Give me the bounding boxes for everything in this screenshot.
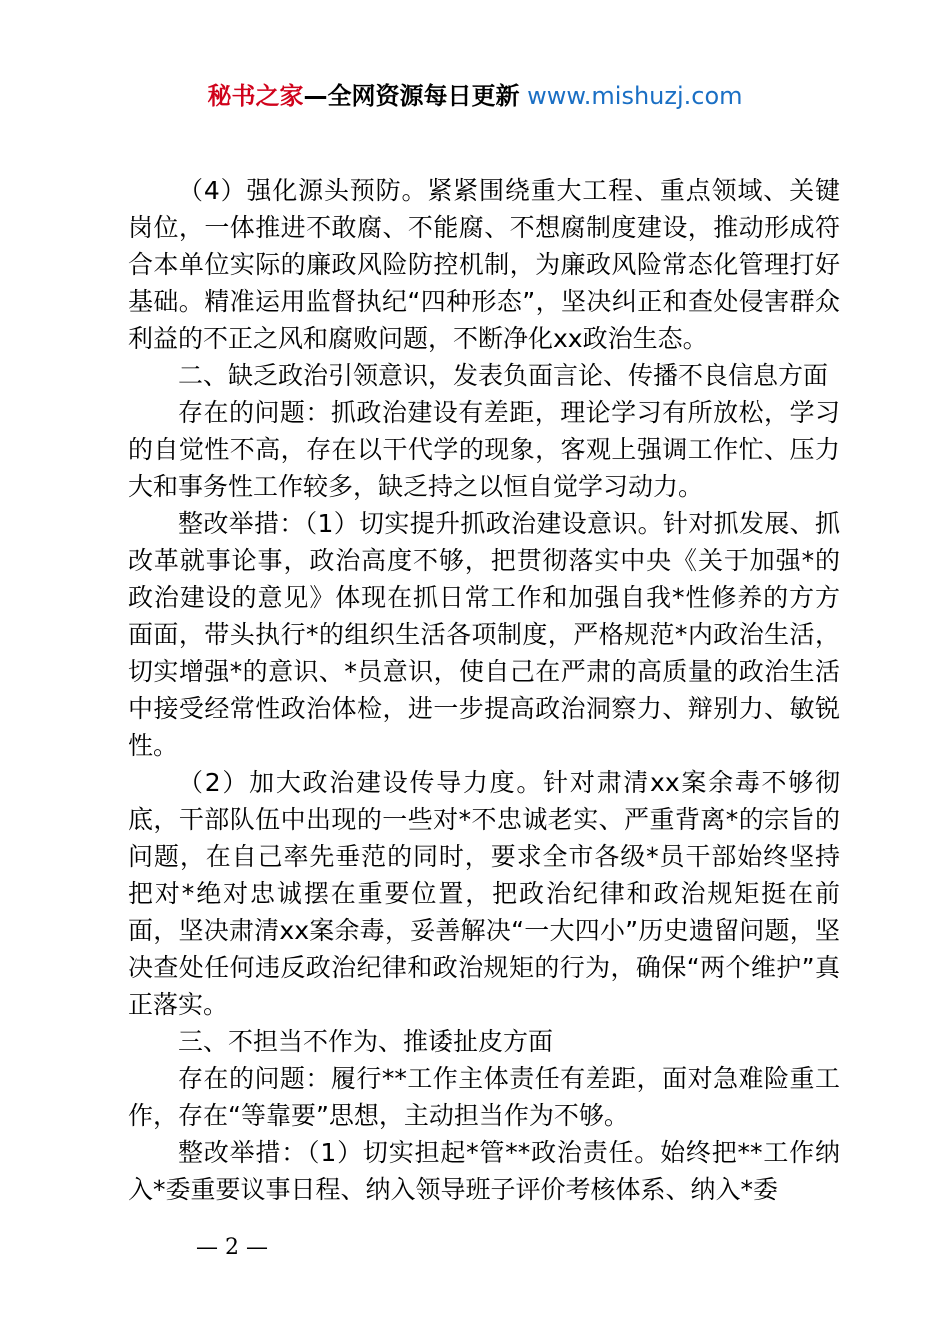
site-url-link[interactable]: www.mishuzj.com	[519, 82, 743, 110]
brand-slogan: —全网资源每日更新	[303, 82, 520, 110]
paragraph: （4）强化源头预防。紧紧围绕重大工程、重点领域、关键岗位，一体推进不敢腐、不能腐、不想腐制度建设，推动形成符合本单位实际的廉政风险防控机制，为廉政风险常态化管理打好基础。精准运用监督执纪“四种形态”，坚决纠正和查处侵害群众利益的不正之风和腐败问题，不断净化xx政治生态。	[128, 176, 840, 353]
brand-name: 秘书之家	[207, 82, 304, 110]
paragraph: 整改举措：（1）切实担起*管**政治责任。始终把**工作纳入*委重要议事日程、纳入领导班子评价考核体系、纳入*委	[128, 1138, 840, 1204]
section-heading: 二、缺乏政治引领意识，发表负面言论、传播不良信息方面	[178, 361, 829, 390]
site-banner	[0, 80, 950, 112]
page-number: — 2 —	[196, 1235, 268, 1260]
paragraph: 存在的问题：履行**工作主体责任有差距，面对急难险重工作，存在“等靠要”思想，主动担当作为不够。	[128, 1064, 840, 1130]
document-body	[128, 172, 840, 1208]
paragraph: 整改举措：（1）切实提升抓政治建设意识。针对抓发展、抓改革就事论事，政治高度不够，把贯彻落实中央《关于加强*的政治建设的意见》体现在抓日常工作和加强自我*性修养的方方面面，带头执行*的组织生活各项制度，严格规范*内政治生活，切实增强*的意识、*员意识，使自己在严肃的高质量的政治生活中接受经常性政治体检，进一步提高政治洞察力、辩别力、敏锐性。	[128, 509, 840, 760]
paragraph: 存在的问题：抓政治建设有差距，理论学习有所放松，学习的自觉性不高，存在以干代学的现象，客观上强调工作忙、压力大和事务性工作较多，缺乏持之以恒自觉学习动力。	[128, 398, 840, 501]
paragraph: （2）加大政治建设传导力度。针对肃清xx案余毒不够彻底，干部队伍中出现的一些对*不忠诚老实、严重背离*的宗旨的问题，在自己率先垂范的同时，要求全市各级*员干部始终坚持把对*绝对忠诚摆在重要位置，把政治纪律和政治规矩挺在前面，坚决肃清xx案余毒，妥善解决“一大四小”历史遗留问题，坚决查处任何违反政治纪律和政治规矩的行为，确保“两个维护”真正落实。	[128, 768, 840, 1019]
section-heading: 三、不担当不作为、推诿扯皮方面	[178, 1027, 554, 1056]
